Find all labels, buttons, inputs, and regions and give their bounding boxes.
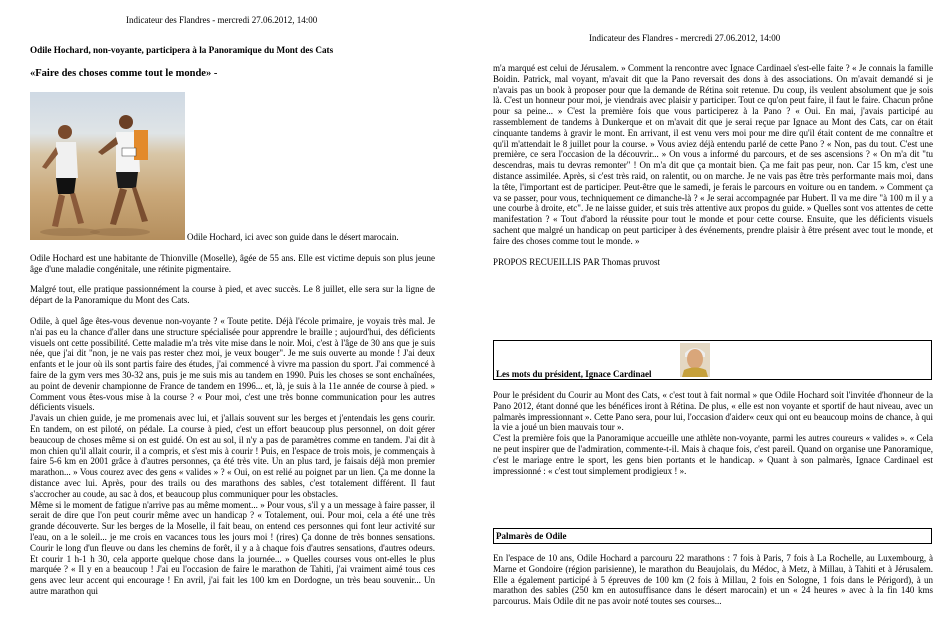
byline: PROPOS RECUEILLIS PAR Thomas pruvost	[493, 256, 661, 267]
palmares-title: Palmarès de Odile	[496, 531, 567, 541]
palmares-paragraph: En l'espace de 10 ans, Odile Hochard a parcouru 22 marathons : 7 fois à Paris, 7 fois à La Rochelle, au Luxembourg, à Marne et Gondoire (région parisienne), le marathon du Beaujolais, du Médoc, à Metz, à Millau, à Tahiti et à Jérusalem. Elle a également participé à 5 épreuves de 100 km (2 fois à Millau, 2 fois en Sologne, 1 fois dans le Périgord), à un marathon des sables (250 km en autosuffisance dans le désert marocain) et un « 24 heures » avec à la fin 140 kms parcourus. Mais Odile dit ne pas avoir noté toutes ses courses...	[493, 553, 933, 607]
left-paragraph: Même si le moment de fatigue n'arrive pas au même moment... » Pour vous, s'il y a un message à faire passer, il serait de dire que l'on peut courir même avec un handicap ? « Totalement, oui. Pour moi, cela a été une très grande découverte. Sur les berges de la Moselle, il fait beau, on entend ces personnes qui font leur activité sur l'eau, on a le soleil... je me crois en vacances tous les jours moi ! (rires) Ça donne de très bonnes sensations. Courir le long d'un fleuve ou dans les chemins de forêt, il y a à chaque fois d'autres sensations, d'autres odeurs. Et courir 1 h-1 h 30, cela apporte quelque chose dans la journée... » Quelles courses vous ont-elles le plus marquée ? « Il y en a beaucoup ! J'ai eu l'occasion de faire le marathon de Tahiti, j'ai vraiment aimé tous ces gens avec leur accent qui encourage ! En avril, j'ai fait les 100 km en Dordogne, un très beau souvenir... Un autre marathon qui	[30, 499, 435, 596]
runners-illustration	[30, 92, 185, 240]
president-paragraph: C'est la première fois que la Panoramique accueille une athlète non-voyante, parmi les autres coureurs « valides ». « Cela ne peut inspirer que de l'admiration, commente-t-il. Mais à chaque fois, c'est pareil. Quand on organise une Panoramique, c'est le mariage entre le sport, les gens bien portants et le handicap. » Quant à son palmarès, Ignace Cardinael est impressionné : « c'est tout simplement prodigieux ! ».	[493, 433, 933, 476]
article-body	[30, 92, 435, 607]
left-paragraph: J'avais un chien guide, je me promenais avec lui, et j'allais souvent sur les berges et j'entendais les gens courir. En tandem, on est piloté, on pédale. La course à pied, c'est un effort beaucoup plus personnel, on doit gérer beaucoup de choses même si on est guidé. On est au sol, il n'y a pas de paramètres comme en tandem. J'ai dit à mon chien qu'il allait courir, il a compris, et s'est mis à courir ! Puis, en l'espace de trois mois, je commençais à faire 5-6 km en 2001 grâce à d'autres personnes, ça été très vite. Un an plus tard, je faisais déjà mon premier marathon... » Vous courez avec des gens « valides » ? « Oui, on est relié au poignet par un lien. Ça me donne la distance avec lui. Après, pour des trails ou des marathons des sables, c'est totalement différent. Il faut s'accrocher au coude, au sac à dos, et beaucoup plus communiquer pour les obstacles.	[30, 413, 435, 499]
president-paragraph: Pour le président du Courir au Mont des Cats, « c'est tout à fait normal » que Odile Hochard soit l'invitée d'honneur de la Pano 2012, étant donné que les bénéfices iront à Rétina. De plus, « elle est non voyante et sportif de haut niveau, avec un palmarès impressionnant ». Cette Pano sera, pour lui, l'occasion d'aider« ceux qui ont eu beaucoup moins de chance, à qui la vie a joué un bien mauvais tour ».	[493, 390, 933, 433]
left-paragraph: Malgré tout, elle pratique passionnément la course à pied, et avec succès. Le 8 juillet, elle sera sur la ligne de départ de la Panoramique du Mont des Cats.	[30, 284, 435, 306]
president-body	[493, 390, 933, 486]
right-body	[493, 63, 933, 277]
article-subtitle-text: «Faire des choses comme tout le monde» -	[30, 68, 218, 79]
runners-photo	[30, 92, 185, 240]
left-column	[30, 0, 435, 635]
right-paragraph: m'a marqué est celui de Jérusalem. » Comment la rencontre avec Ignace Cardinael s'est-elle faite ? « Je connais la famille Boidin. Patrick, mal voyant, m'avait dit que la Pano reversait des dons à des associations. On m'avait demandé si je n'avais pas un book à proposer pour que la demande de Rétina soit retenue. Du coup, ils veulent absolument que je sois là. C'est un honneur pour moi, je viendrais avec plaisir y participer. Tout ce qu'on peut faire, il faut le faire. Chacun prône pour sa peine... » C'est la première fois que vous participerez à la Pano ? « Oui. En mai, j'avais participé au rassemblement de tandems à Dunkerque et on m'avait dit que je serai reçue par Ignace au Mont des Cats, car on était cinquante tandems à gravir le mont. En arrivant, il est venu vers moi pour me dire qu'il était content de me connaître et qu'il m'attendait le 8 juillet pour la course. » Vous aviez déjà entendu parlé de cette Pano ? « Non, pas du tout. C'est une première, ce sera l'occasion de la découvrir... » On vous a informé du parcours, et de ses ascensions ? « On m'a dit "tu descendras, mais tu devras remonter" ! On m'a dit que ça montait bien. Ça me fait pas peur, non. Car 15 km, c'est une distance assimilée. Après, si c'est très raid, on ralentit, ou on marche. Je ne vais pas être très performante mais moi, dans la tête, l'important est de participer. Peut-être que le samedi, je ferais le parcours en voiture ou en tandem. » Comment ça va se passer, pour vous, techniquement ce dimanche-là ? « Je serai accompagnée par Hubert. Il va me dire "à 100 m il y a une courbe à droite, etc". Je ne laisse guider, et suis très attentive aux propos du guide. » Quelles sont vos attentes de cette manifestation ? « Tout d'abord la réussite pour tout le monde et pour cette course. Ensuite, que les déficients visuels sachent que malgré un handicap on peut participer à des événements, prendre plaisir à être présent avec tout le monde, et faire des choses comme tout le monde. »	[493, 63, 933, 246]
president-title-box	[493, 340, 932, 380]
photo-caption: Odile Hochard, ici avec son guide dans le désert marocain.	[187, 232, 399, 242]
president-portrait-icon	[680, 343, 710, 377]
president-title: Les mots du président, Ignace Cardinael	[496, 369, 652, 379]
palmares-body	[493, 553, 933, 617]
left-paragraph: Odile Hochard est une habitante de Thionville (Moselle), âgée de 55 ans. Elle est victime depuis son plus jeune âge d'une maladie congénitale, une rétinite pigmentaire.	[30, 252, 435, 274]
article-title	[30, 45, 435, 56]
palmares-title-box	[493, 528, 932, 544]
right-header: Indicateur des Flandres - mercredi 27.06.2012, 14:00	[589, 33, 781, 43]
president-photo	[680, 343, 710, 377]
left-header: Indicateur des Flandres - mercredi 27.06.2012, 14:00	[126, 15, 318, 25]
article-title-text: Odile Hochard, non-voyante, participera à la Panoramique du Mont des Cats	[30, 45, 334, 55]
article-subtitle	[30, 69, 435, 80]
right-column	[493, 0, 933, 635]
left-paragraph: Odile, à quel âge êtes-vous devenue non-voyante ? « Toute petite. Déjà l'école primaire, je voyais très mal. Je n'ai pas eu la chance d'aller dans une structure spécialisée pour apprendre le braille ; aujourd'hui, des déficients visuels ont cette possibilité. Cette maladie m'a très vite mise dans le noir. Moi, c'est à l'âge de 30 ans que je suis née, que j'ai dit "non, je ne vais pas rester chez moi, je veux bouger". Je me suis ouverte au monde ! J'ai deux enfants et le jour où ils sont partis faire des études, j'ai commencé à vivre ma passion du sport. J'ai commencé à faire de la gym vers mes 30-32 ans, puis je me suis mis au tandem en 1990. Puis les choses se sont enchaînées, au point de devenir championne de France de tandem en 1996... et, là, je suis à la 11e année de course à pied. » Comment vous êtes-vous mise à la course ? « Pour moi, c'est une très bonne communication pour les autres déficients visuels.	[30, 315, 435, 413]
photo-block	[30, 92, 435, 243]
